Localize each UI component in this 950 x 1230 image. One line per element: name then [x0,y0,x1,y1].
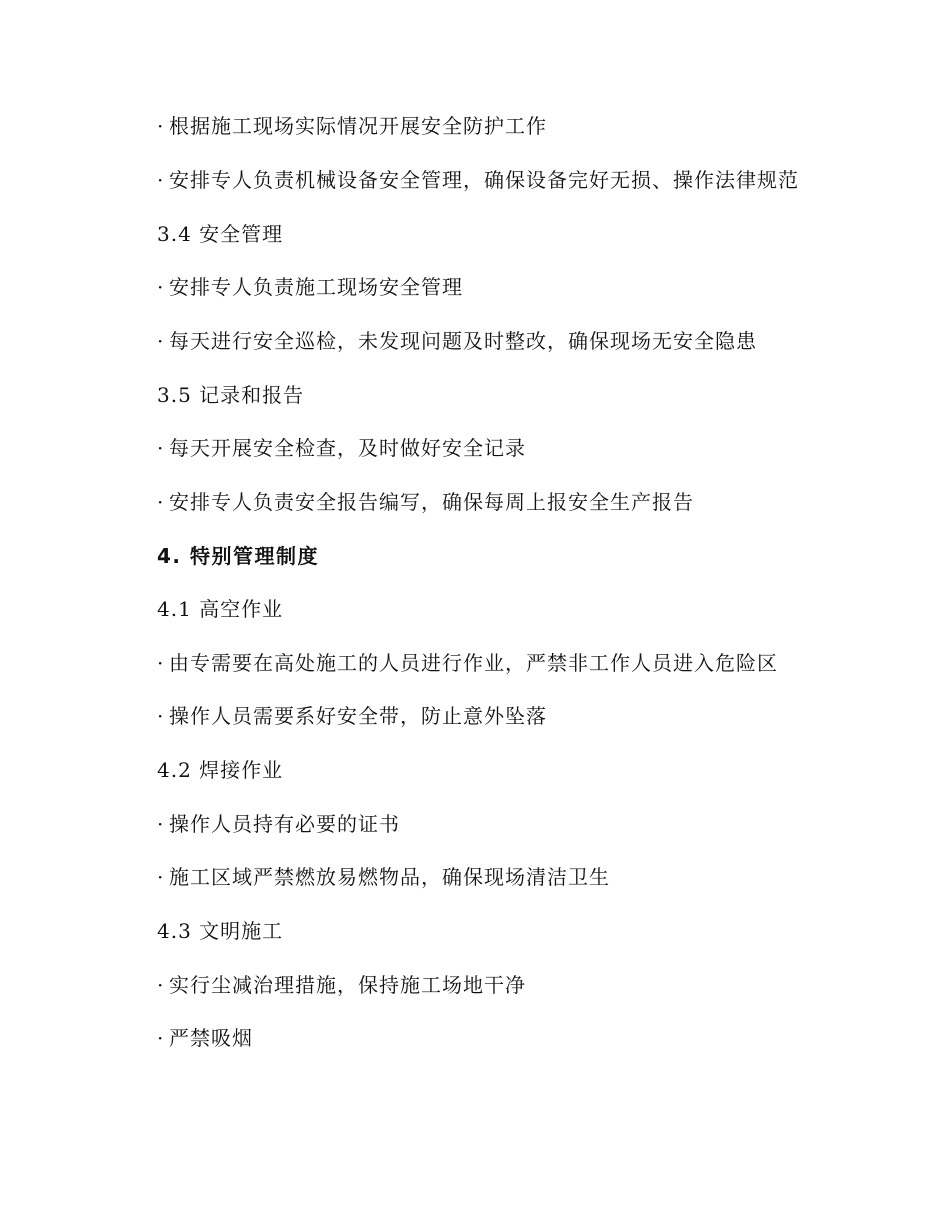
bullet-dot: · [157,329,165,353]
bullet-text: 操作人员持有必要的证书 [169,812,400,836]
bullet-dot: · [157,973,165,997]
bullet-dot: · [157,275,165,299]
bullet-item [157,435,526,461]
bullet-dot: · [157,436,165,460]
bullet-text: 严禁吸烟 [169,1026,253,1050]
bullet-text: 每天进行安全巡检，未发现问题及时整改，确保现场无安全隐患 [169,329,757,353]
section-heading-4-3: 4.3 文明施工 [157,919,284,943]
bullet-dot: · [157,651,165,675]
bullet-item [157,113,547,139]
bullet-item [157,650,778,676]
bullet-item [157,274,463,300]
bullet-text: 根据施工现场实际情况开展安全防护工作 [169,114,547,138]
bullet-item [157,167,799,193]
bullet-text: 安排专人负责安全报告编写，确保每周上报安全生产报告 [169,490,694,514]
section-heading-4-2: 4.2 焊接作业 [157,758,284,782]
bullet-text: 操作人员需要系好安全带，防止意外坠落 [169,704,547,728]
bullet-dot: · [157,704,165,728]
bullet-item [157,489,694,515]
bullet-text: 每天开展安全检查，及时做好安全记录 [169,436,526,460]
section-heading-3-5: 3.5 记录和报告 [157,383,305,407]
bullet-item [157,1025,253,1051]
bullet-dot: · [157,490,165,514]
bullet-item [157,703,547,729]
bullet-item [157,328,757,354]
bullet-dot: · [157,114,165,138]
bullet-item [157,972,526,998]
chapter-heading-4: 4. 特别管理制度 [157,544,319,568]
bullet-item [157,811,400,837]
bullet-text: 施工区域严禁燃放易燃物品，确保现场清洁卫生 [169,865,610,889]
bullet-text: 安排专人负责施工现场安全管理 [169,275,463,299]
bullet-dot: · [157,168,165,192]
bullet-text: 由专需要在高处施工的人员进行作业，严禁非工作人员进入危险区 [169,651,778,675]
section-heading-3-4: 3.4 安全管理 [157,222,284,246]
bullet-text: 安排专人负责机械设备安全管理，确保设备完好无损、操作法律规范 [169,168,799,192]
bullet-item [157,864,610,890]
bullet-text: 实行尘减治理措施，保持施工场地干净 [169,973,526,997]
bullet-dot: · [157,1026,165,1050]
bullet-dot: · [157,812,165,836]
section-heading-4-1: 4.1 高空作业 [157,597,284,621]
bullet-dot: · [157,865,165,889]
